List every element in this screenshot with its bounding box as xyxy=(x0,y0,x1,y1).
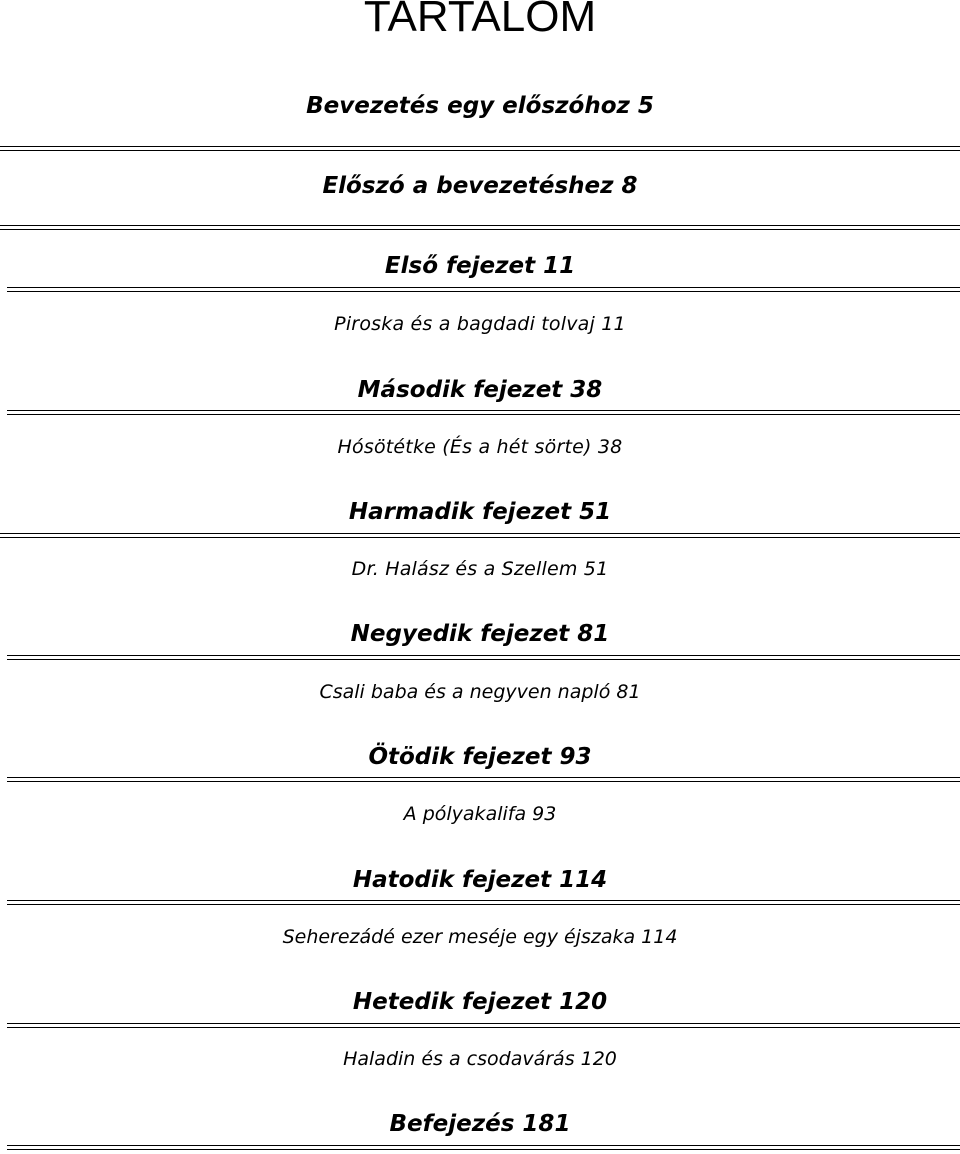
toc-subentry-chapter-3: Dr. Halász és a Szellem 51 xyxy=(351,558,609,580)
toc-entry-chapter-6: Hatodik fejezet 114 xyxy=(352,867,608,893)
toc-subentry-chapter-6: Seherezádé ezer meséje egy éjszaka 114 xyxy=(282,926,678,948)
page-title: TARTALOM xyxy=(363,0,597,41)
toc-entry-chapter-2: Második fejezet 38 xyxy=(357,377,603,403)
toc-entry-introduction-preface: Bevezetés egy előszóhoz 5 xyxy=(306,93,654,119)
toc-entry-chapter-7: Hetedik fejezet 120 xyxy=(352,989,608,1015)
double-rule-divider xyxy=(0,225,960,231)
double-rule-divider xyxy=(7,1023,960,1029)
toc-subentry-chapter-2: Hósötétke (És a hét sörte) 38 xyxy=(337,436,623,458)
toc-entry-conclusion: Befejezés 181 xyxy=(389,1111,571,1137)
double-rule-divider xyxy=(0,146,960,152)
double-rule-divider xyxy=(0,533,960,539)
double-rule-divider xyxy=(7,410,960,416)
double-rule-divider xyxy=(7,900,960,906)
toc-subentry-chapter-5: A pólyakalifa 93 xyxy=(403,803,557,825)
toc-subentry-chapter-4: Csali baba és a negyven napló 81 xyxy=(319,681,641,703)
toc-entry-chapter-1: Első fejezet 11 xyxy=(384,253,576,279)
toc-entry-preface: Előszó a bevezetéshez 8 xyxy=(322,173,638,199)
toc-subentry-chapter-1: Piroska és a bagdadi tolvaj 11 xyxy=(334,313,626,335)
double-rule-divider xyxy=(7,1145,960,1151)
double-rule-divider xyxy=(7,287,960,293)
toc-subentry-chapter-7: Haladin és a csodavárás 120 xyxy=(343,1048,617,1070)
double-rule-divider xyxy=(7,777,960,783)
double-rule-divider xyxy=(7,655,960,661)
toc-entry-chapter-4: Negyedik fejezet 81 xyxy=(350,621,610,647)
toc-entry-chapter-5: Ötödik fejezet 93 xyxy=(368,744,592,770)
toc-entry-chapter-3: Harmadik fejezet 51 xyxy=(348,499,612,525)
